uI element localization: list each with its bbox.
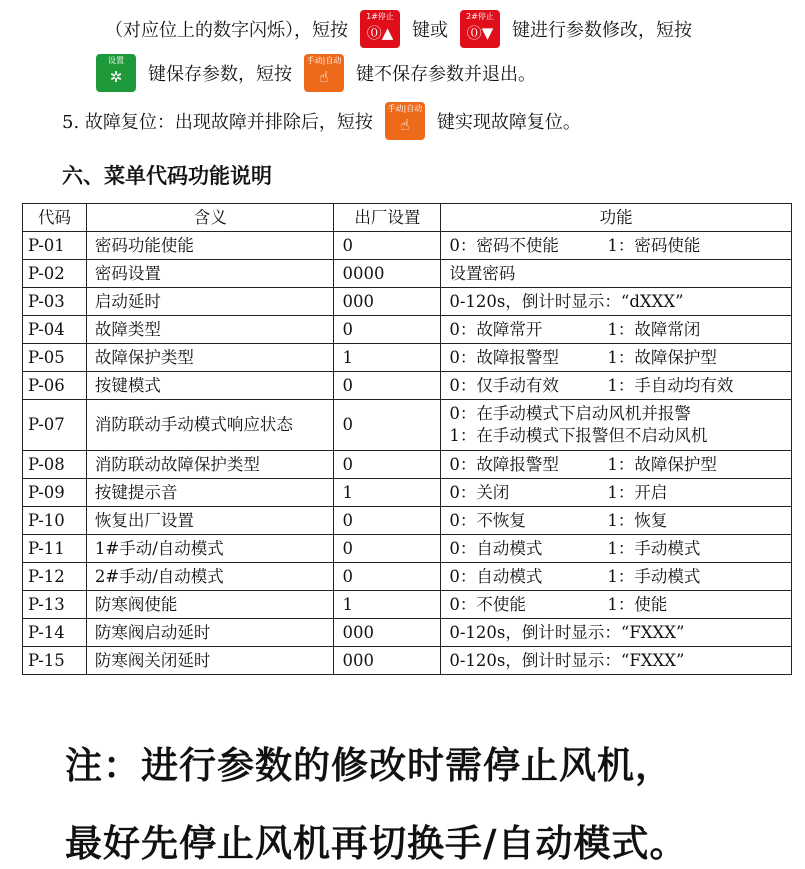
cell-default: 0000 — [334, 260, 441, 288]
note-line-1: 注：进行参数的修改时需停止风机， — [65, 743, 673, 787]
cell-code: P-08 — [23, 451, 87, 479]
cell-code: P-05 — [23, 344, 87, 372]
header-meaning: 含义 — [86, 204, 334, 232]
header-code: 代码 — [23, 204, 87, 232]
cell-meaning: 按键模式 — [86, 372, 334, 400]
table-header-row — [23, 204, 792, 232]
cell-function — [441, 232, 792, 260]
cell-default: 0 — [334, 535, 441, 563]
function-option-b: 1：手动模式 — [607, 538, 701, 558]
cell-meaning: 按键提示音 — [86, 479, 334, 507]
cell-function — [441, 288, 792, 316]
cell-meaning: 恢复出厂设置 — [86, 507, 334, 535]
cell-code: P-10 — [23, 507, 87, 535]
cell-meaning: 故障类型 — [86, 316, 334, 344]
cell-default: 000 — [334, 288, 441, 316]
function-option-b: 1：恢复 — [607, 510, 668, 530]
cell-code: P-15 — [23, 647, 87, 675]
function-option-b: 1：密码使能 — [607, 235, 701, 255]
table-row — [23, 316, 792, 344]
cell-meaning: 密码设置 — [86, 260, 334, 288]
function-option-a: 0：自动模式 — [449, 538, 543, 558]
cell-function — [441, 479, 792, 507]
cell-code: P-06 — [23, 372, 87, 400]
function-option-a: 0：关闭 — [449, 482, 510, 502]
table-row — [23, 563, 792, 591]
function-option-b: 1：手自动均有效 — [607, 375, 734, 395]
table-row — [23, 451, 792, 479]
cell-code: P-02 — [23, 260, 87, 288]
cell-default: 0 — [334, 316, 441, 344]
settings-gear-key-icon: 设置 ✲ — [96, 54, 136, 92]
instruction-text: （对应位上的数字闪烁），短按 — [105, 20, 348, 41]
instruction-text: 键保存参数，短按 — [148, 64, 292, 85]
table-row — [23, 400, 792, 451]
cell-function — [441, 400, 792, 451]
cell-code: P-11 — [23, 535, 87, 563]
menu-code-table — [22, 203, 792, 675]
cell-meaning: 防寒阀关闭延时 — [86, 647, 334, 675]
table-body — [23, 232, 792, 675]
function-option-a: 设置密码 — [449, 263, 516, 283]
stop-2-down-key-icon: 2#停止 ⓪▼ — [460, 10, 500, 48]
cell-meaning: 消防联动故障保护类型 — [86, 451, 334, 479]
cell-meaning: 防寒阀启动延时 — [86, 619, 334, 647]
note-line-2: 最好先停止风机再切换手/自动模式。 — [65, 821, 688, 865]
cell-function — [441, 507, 792, 535]
cell-function — [441, 535, 792, 563]
cell-default: 0 — [334, 372, 441, 400]
function-option-a: 0：自动模式 — [449, 566, 543, 586]
function-option-a: 0：故障报警型 — [449, 454, 559, 474]
function-option-b: 1：在手动模式下报警但不启动风机 — [449, 426, 708, 445]
cell-default: 0 — [334, 232, 441, 260]
cell-meaning: 故障保护类型 — [86, 344, 334, 372]
cell-function — [441, 344, 792, 372]
instruction-text: 键或 — [412, 20, 448, 41]
table-row — [23, 479, 792, 507]
header-default: 出厂设置 — [334, 204, 441, 232]
cell-default: 0 — [334, 563, 441, 591]
cell-meaning: 消防联动手动模式响应状态 — [86, 400, 334, 451]
instruction-text: 键不保存参数并退出。 — [356, 64, 536, 85]
cell-meaning: 1#手动/自动模式 — [86, 535, 334, 563]
function-option-a: 0-120s，倒计时显示：“dXXX” — [449, 291, 684, 311]
cell-code: P-03 — [23, 288, 87, 316]
instruction-text: 键实现故障复位。 — [436, 112, 581, 133]
table-row — [23, 591, 792, 619]
table-row — [23, 535, 792, 563]
manual-auto-hand-key-icon: 手动|自动 ☝ — [385, 102, 425, 140]
function-option-a: 0：密码不使能 — [449, 235, 559, 255]
function-option-b: 1：开启 — [607, 482, 668, 502]
cell-function — [441, 563, 792, 591]
instruction-line-1 — [105, 10, 692, 48]
table-row — [23, 260, 792, 288]
instruction-text: 5. 故障复位：出现故障并排除后，短按 — [62, 112, 373, 133]
cell-code: P-13 — [23, 591, 87, 619]
stop-1-up-key-icon: 1#停止 ⓪▲ — [360, 10, 400, 48]
cell-code: P-07 — [23, 400, 87, 451]
function-option-a: 0：仅手动有效 — [449, 375, 559, 395]
cell-default: 000 — [334, 619, 441, 647]
section-title: 六、菜单代码功能说明 — [62, 163, 272, 188]
cell-meaning: 防寒阀使能 — [86, 591, 334, 619]
cell-code: P-14 — [23, 619, 87, 647]
cell-function — [441, 260, 792, 288]
cell-function — [441, 647, 792, 675]
cell-function — [441, 619, 792, 647]
cell-meaning: 启动延时 — [86, 288, 334, 316]
cell-function — [441, 591, 792, 619]
table-row — [23, 344, 792, 372]
instruction-line-2 — [86, 54, 536, 92]
cell-code: P-12 — [23, 563, 87, 591]
cell-default: 1 — [334, 479, 441, 507]
cell-meaning: 2#手动/自动模式 — [86, 563, 334, 591]
function-option-a: 0：不使能 — [449, 594, 526, 614]
table-row — [23, 372, 792, 400]
table-row — [23, 288, 792, 316]
cell-default: 0 — [334, 507, 441, 535]
function-option-a: 0-120s，倒计时显示：“FXXX” — [449, 650, 685, 670]
function-option-b: 1：故障常闭 — [607, 319, 701, 339]
function-option-a: 0：不恢复 — [449, 510, 526, 530]
table-row — [23, 507, 792, 535]
cell-default: 000 — [334, 647, 441, 675]
cell-code: P-01 — [23, 232, 87, 260]
table-row — [23, 232, 792, 260]
function-option-a: 0：故障报警型 — [449, 347, 559, 367]
instruction-line-3 — [62, 102, 581, 140]
function-option-b: 1：手动模式 — [607, 566, 701, 586]
manual-auto-hand-key-icon: 手动|自动 ☝ — [304, 54, 344, 92]
function-option-a: 0：在手动模式下启动风机并报警 — [449, 404, 691, 423]
cell-function — [441, 316, 792, 344]
function-option-b: 1：故障保护型 — [607, 454, 717, 474]
cell-default: 0 — [334, 451, 441, 479]
table-row — [23, 619, 792, 647]
function-option-a: 0-120s，倒计时显示：“FXXX” — [449, 622, 685, 642]
function-option-a: 0：故障常开 — [449, 319, 543, 339]
header-function: 功能 — [441, 204, 792, 232]
instruction-text: 键进行参数修改，短按 — [512, 20, 692, 41]
cell-function — [441, 451, 792, 479]
function-option-b: 1：使能 — [607, 594, 668, 614]
cell-default: 1 — [334, 344, 441, 372]
cell-meaning: 密码功能使能 — [86, 232, 334, 260]
cell-code: P-04 — [23, 316, 87, 344]
function-option-b: 1：故障保护型 — [607, 347, 717, 367]
cell-default: 0 — [334, 400, 441, 451]
cell-function — [441, 372, 792, 400]
cell-code: P-09 — [23, 479, 87, 507]
table-row — [23, 647, 792, 675]
cell-default: 1 — [334, 591, 441, 619]
